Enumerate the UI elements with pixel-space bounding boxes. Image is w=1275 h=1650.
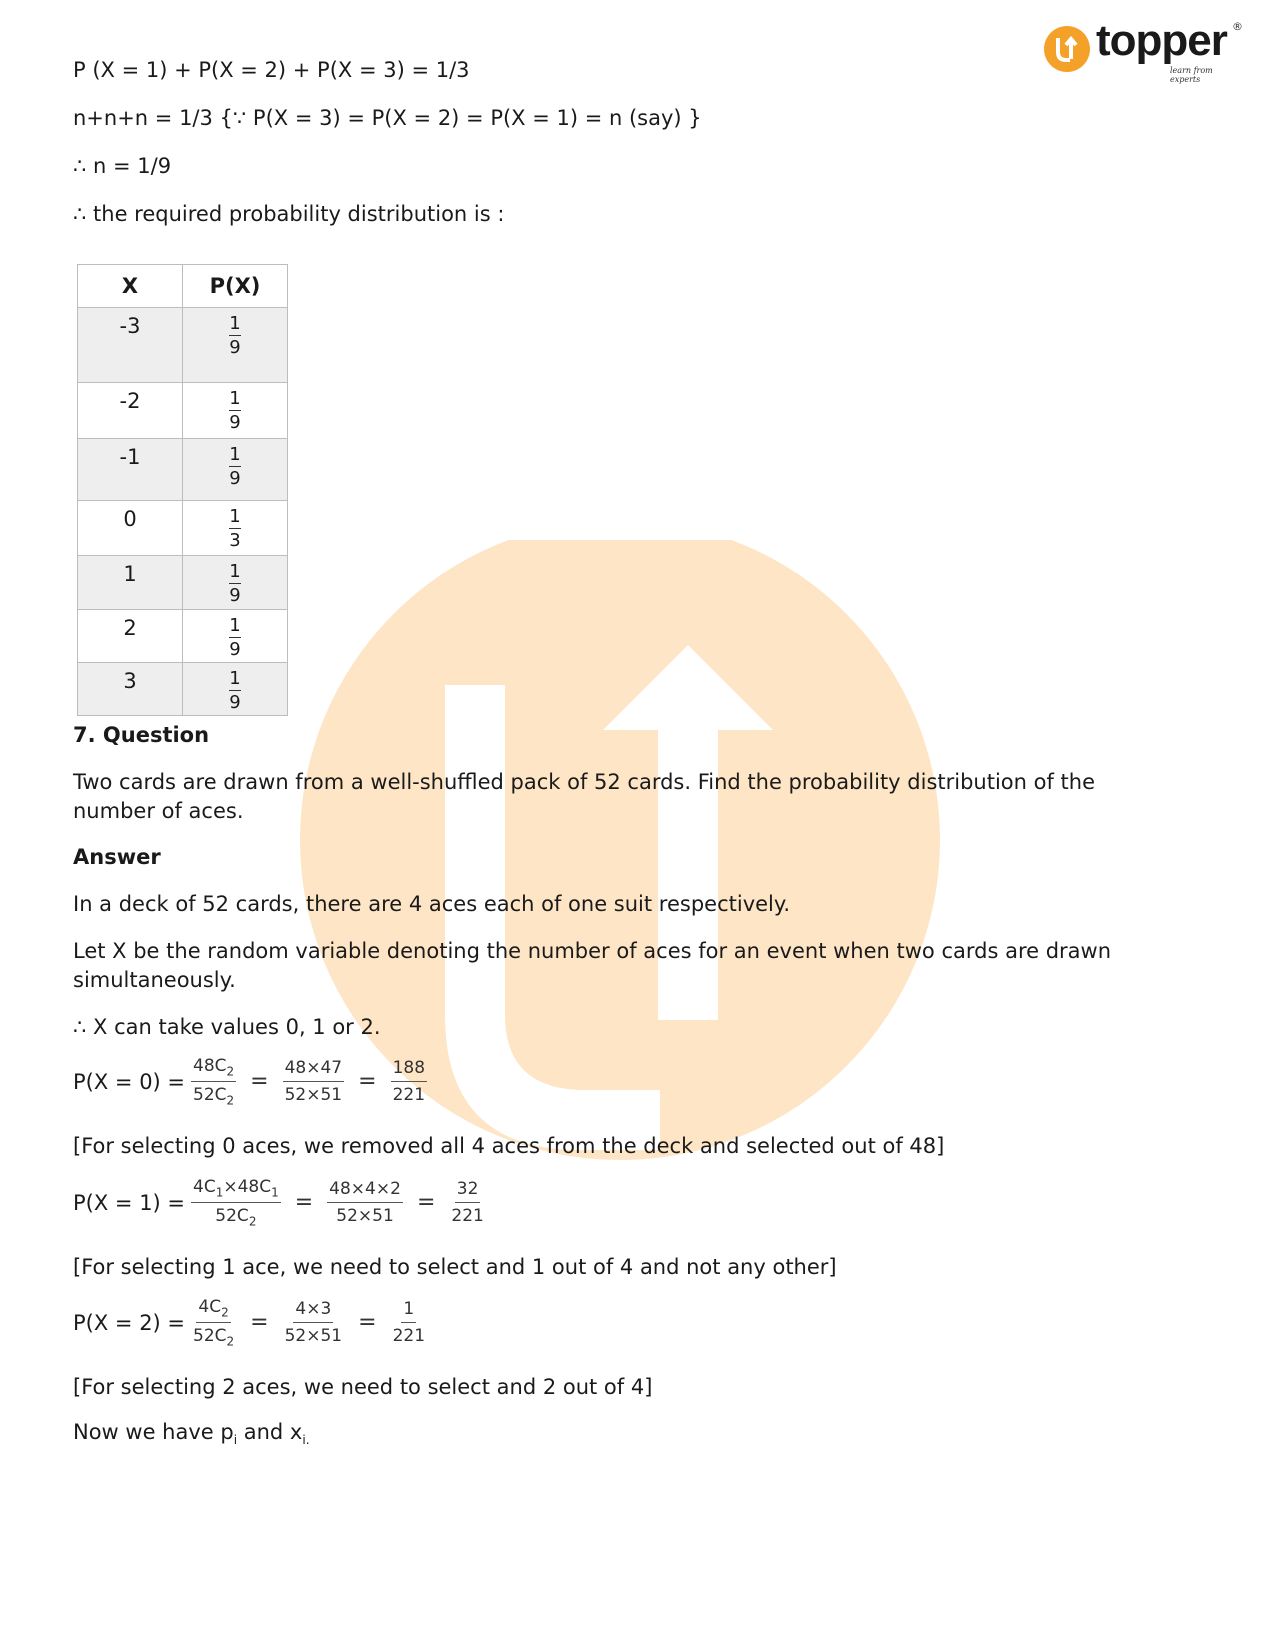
probability-fraction: $\frac{1}{9}$: [229, 388, 241, 433]
note-p2: [For selecting 2 aces, we need to select and 2 out of 4]: [73, 1375, 653, 1399]
equation-line-4: ∴ the required probability distribution is :: [73, 202, 505, 226]
x-value: 3: [123, 669, 137, 693]
probability-fraction: $\frac{1}{9}$: [229, 615, 241, 660]
logo-wordmark: topper: [1096, 16, 1227, 65]
fraction: $\frac{48\times 47}{52\times 51}$: [284, 1058, 343, 1106]
answer-heading: Answer: [73, 845, 161, 869]
logo-badge-icon: [1044, 26, 1090, 72]
equation-line-3: ∴ n = 1/9: [73, 154, 172, 178]
watermark-logo-icon: [300, 540, 980, 1220]
logo-tagline: learn from experts: [1170, 66, 1213, 84]
x-value: 2: [123, 616, 137, 640]
fraction: $\frac{4C_2}{52C_2}$: [193, 1297, 235, 1349]
fraction: $\frac{188}{221}$: [392, 1058, 426, 1106]
probability-fraction: $\frac{1}{9}$: [229, 313, 241, 358]
table-row: [78, 610, 288, 663]
question-heading: 7. Question: [73, 723, 210, 747]
topper-logo: [1044, 16, 1244, 84]
note-p0: [For selecting 0 aces, we removed all 4 aces from the deck and selected out of 48]: [73, 1134, 945, 1158]
probability-fraction: $\frac{1}{9}$: [229, 444, 241, 489]
equation-line-2: n+n+n = 1/3 {∵ P(X = 3) = P(X = 2) = P(X = 1) = n (say) }: [73, 106, 702, 130]
table-row: [78, 663, 288, 716]
question-text: Two cards are drawn from a well-shuffled pack of 52 cards. Find the probability distribution of the number of aces.: [73, 770, 1096, 823]
equation-line-1: P (X = 1) + P(X = 2) + P(X = 3) = 1/3: [73, 58, 470, 82]
fraction: $\frac{48\times 4\times 2}{52\times 51}$: [329, 1179, 401, 1227]
x-value: 0: [123, 507, 137, 531]
table-row: [78, 383, 288, 439]
table-header: X: [78, 265, 183, 308]
table-row: [78, 501, 288, 556]
x-value: -1: [119, 445, 141, 469]
fraction: $\frac{48C_2}{52C_2}$: [193, 1056, 235, 1108]
table-row: [78, 556, 288, 610]
equation-p0: P(X = 0) = $\frac{48C_2}{52C_2}$ = $\frac{48\times 47}{52\times 51}$ = $\frac{188}{221}$: [73, 1056, 426, 1108]
equation-p1: P(X = 1) = $\frac{4C_1\times 48C_1}{52C_2}$ = $\frac{48\times 4\times 2}{52\times 51}$ = $\frac{32}{221}$: [73, 1177, 484, 1229]
table-header: P(X): [183, 265, 288, 308]
fraction: $\frac{4C_1\times 48C_1}{52C_2}$: [193, 1177, 279, 1229]
probability-fraction: $\frac{1}{9}$: [229, 561, 241, 606]
equation-p2: P(X = 2) = $\frac{4C_2}{52C_2}$ = $\frac{4\times 3}{52\times 51}$ = $\frac{1}{221}$: [73, 1297, 426, 1349]
x-value: -2: [119, 389, 141, 413]
table-row: [78, 439, 288, 501]
answer-paragraph-3: ∴ X can take values 0, 1 or 2.: [73, 1015, 381, 1039]
x-value: -3: [119, 314, 141, 338]
fraction: $\frac{4\times 3}{52\times 51}$: [284, 1299, 343, 1347]
fraction: $\frac{32}{221}$: [451, 1179, 484, 1227]
table-row: [78, 308, 288, 383]
answer-paragraph-2: Let X be the random variable denoting the number of aces for an event when two cards are drawn simultaneously.: [73, 939, 1112, 992]
probability-fraction: $\frac{1}{3}$: [229, 506, 241, 551]
note-p1: [For selecting 1 ace, we need to select and 1 out of 4 and not any other]: [73, 1255, 837, 1279]
fraction: $\frac{1}{221}$: [392, 1299, 426, 1347]
answer-paragraph-1: In a deck of 52 cards, there are 4 aces each of one suit respectively.: [73, 892, 790, 916]
table-header-row: [78, 265, 288, 308]
registered-mark: ®: [1232, 20, 1243, 33]
probability-distribution-table: [77, 264, 288, 716]
probability-fraction: $\frac{1}{9}$: [229, 668, 241, 713]
final-line: Now we have $p_i$ and $x_{i.}$: [73, 1420, 310, 1448]
x-value: 1: [123, 562, 137, 586]
